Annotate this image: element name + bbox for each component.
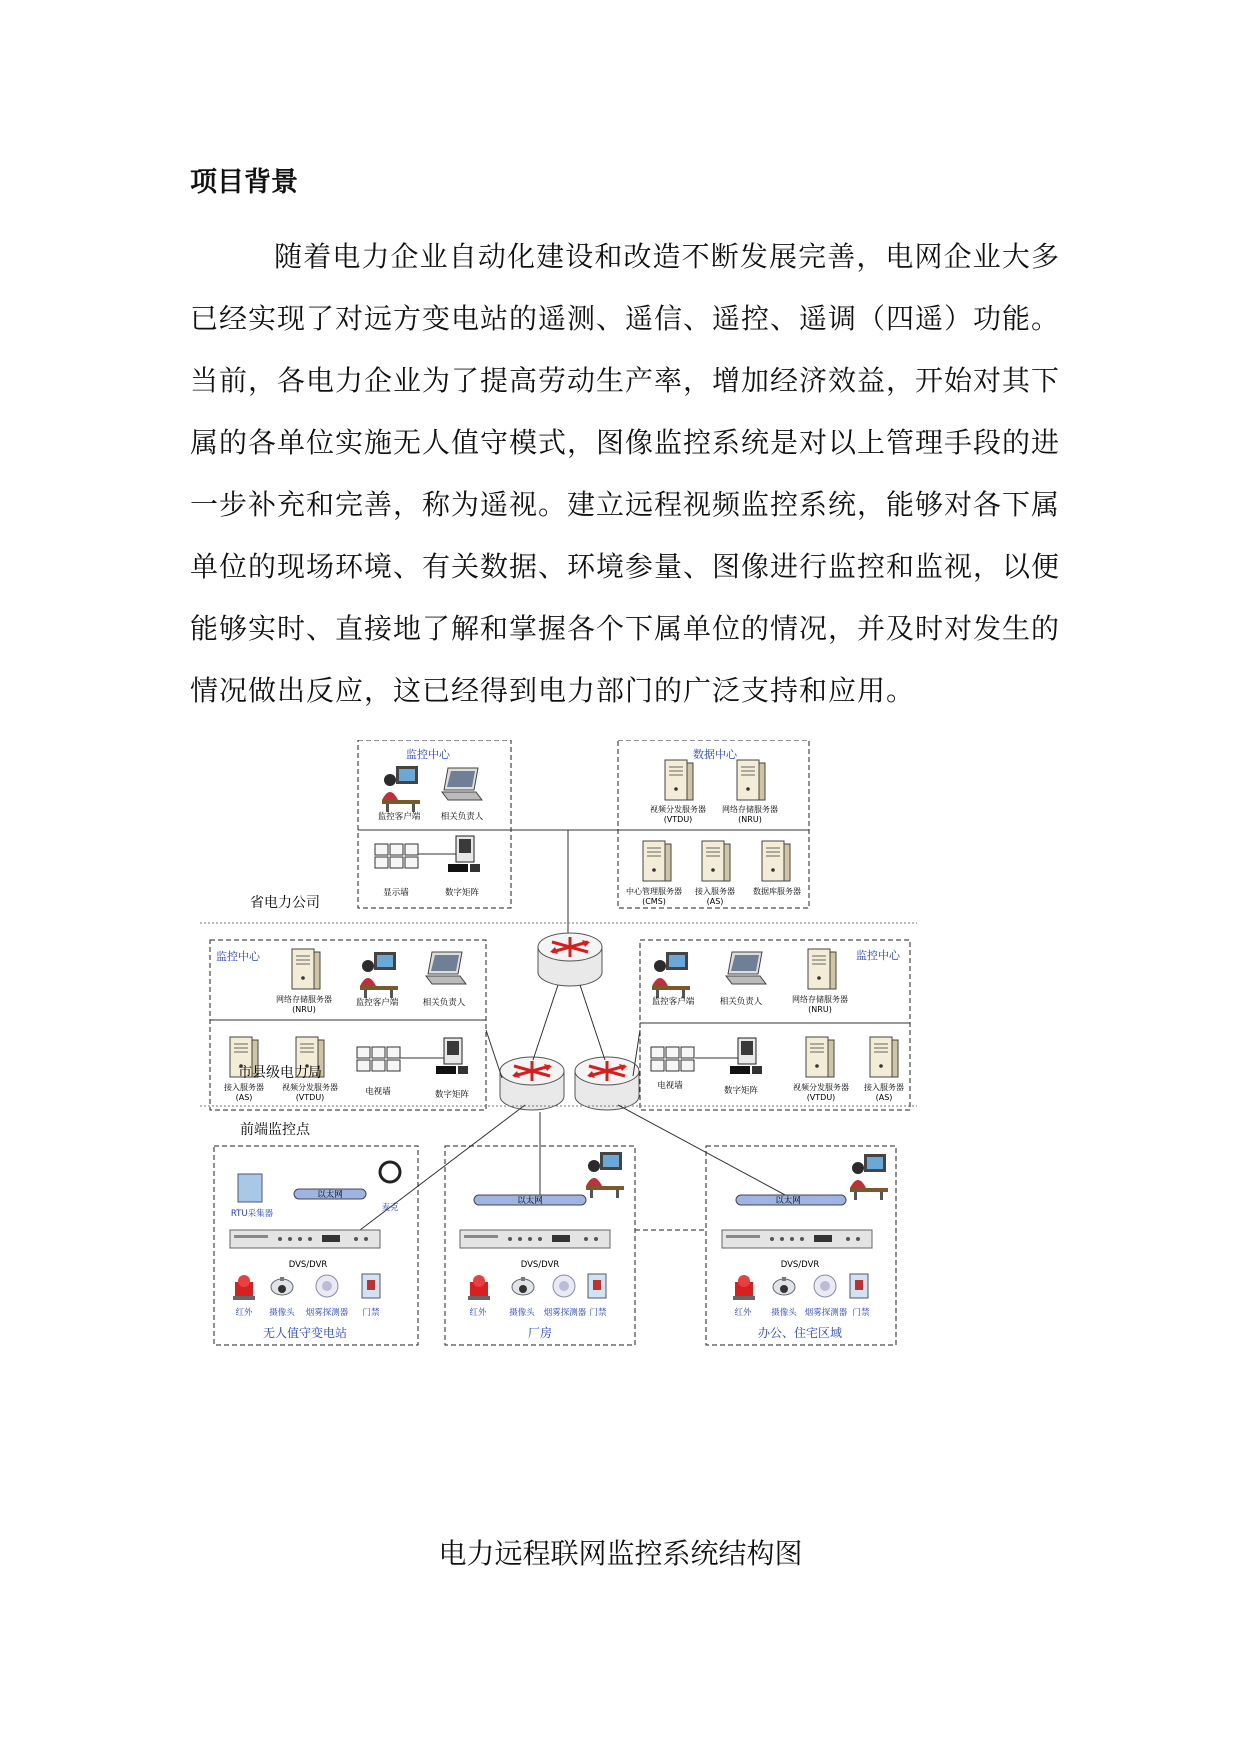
city-right-vtdu: 视频分发服务器 bbox=[793, 1083, 849, 1092]
site2-name: 厂房 bbox=[527, 1326, 553, 1340]
site-office bbox=[706, 1146, 896, 1345]
city-left-tvwall: 电视墙 bbox=[365, 1087, 391, 1097]
site2-infrared: 红外 bbox=[469, 1308, 487, 1318]
city-zone-label: 市县级电力局 bbox=[238, 1065, 322, 1081]
front-zone-label: 前端监控点 bbox=[240, 1122, 310, 1138]
dc-as-label: 接入服务器 bbox=[695, 887, 735, 896]
site2-door: 门禁 bbox=[589, 1308, 607, 1318]
province-manager-label: 相关负责人 bbox=[440, 812, 484, 822]
data-center-box bbox=[618, 740, 809, 908]
site1-dvs: DVS/DVR bbox=[288, 1260, 328, 1270]
site2-camera: 摄像头 bbox=[509, 1308, 535, 1318]
dc-cms-label: 中心管理服务器 bbox=[626, 887, 682, 896]
city-left-nru-abbr: (NRU) bbox=[292, 1005, 316, 1014]
site1-ethernet: 以太网 bbox=[317, 1190, 343, 1200]
province-matrix-label: 数字矩阵 bbox=[444, 888, 480, 898]
site1-infrared: 红外 bbox=[235, 1308, 253, 1318]
province-monitor-title: 监控中心 bbox=[406, 748, 450, 761]
network-diagram bbox=[200, 740, 1050, 1515]
dc-cms-abbr: (CMS) bbox=[642, 897, 666, 906]
section-heading: 项目背景 bbox=[190, 167, 298, 198]
city-left-vtdu: 视频分发服务器 bbox=[282, 1083, 338, 1092]
intro-paragraph bbox=[190, 226, 1060, 722]
dc-vtdu-label: 视频分发服务器 bbox=[650, 805, 706, 814]
dc-db-label: 数据库服务器 bbox=[753, 887, 801, 896]
city-right-manager: 相关负责人 bbox=[719, 997, 763, 1007]
site2-ethernet: 以太网 bbox=[517, 1196, 543, 1206]
city-left-client: 监控客户端 bbox=[355, 998, 399, 1008]
city-right-nru: 网络存储服务器 bbox=[792, 995, 848, 1004]
site3-dvs: DVS/DVR bbox=[780, 1260, 820, 1270]
dc-vtdu-abbr: (VTDU) bbox=[663, 815, 693, 824]
site1-rtu: RTU采集器 bbox=[230, 1209, 274, 1219]
site-substation bbox=[214, 1146, 418, 1345]
dc-nru-abbr: (NRU) bbox=[738, 815, 762, 824]
site1-mic: 麦克 bbox=[381, 1203, 399, 1213]
figure-caption: 电力远程联网监控系统结构图 bbox=[438, 1537, 803, 1570]
data-center-title: 数据中心 bbox=[693, 748, 737, 761]
site3-door: 门禁 bbox=[852, 1308, 870, 1318]
province-monitor-center-box bbox=[358, 740, 511, 908]
city-right-matrix: 数字矩阵 bbox=[723, 1086, 759, 1096]
city-left-manager: 相关负责人 bbox=[422, 998, 466, 1008]
site1-camera: 摄像头 bbox=[269, 1308, 295, 1318]
province-wall-label: 显示墙 bbox=[383, 888, 409, 898]
city-left-matrix: 数字矩阵 bbox=[434, 1090, 470, 1100]
site3-name: 办公、住宅区域 bbox=[757, 1326, 843, 1340]
dc-as-abbr: (AS) bbox=[706, 897, 724, 906]
city-right-client: 监控客户端 bbox=[651, 997, 695, 1007]
paragraph-text: 随着电力企业自动化建设和改造不断发展完善，电网企业大多已经实现了对远方变电站的遥测、遥信、遥控、遥调（四遥）功能。当前，各电力企业为了提高劳动生产率，增加经济效益，开始对其下属的各单位实施无人值守模式，图像监控系统是对以上管理手段的进一步补充和完善，称为遥视。建立远程视频监控系统，能够对各下属单位的现场环境、有关数据、环境参量、图像进行监控和监视，以便能够实时、直接地了解和掌握各个下属单位的情况，并及时对发生的情况做出反应，这已经得到电力部门的广泛支持和应用。 bbox=[190, 240, 1061, 707]
city-right-title: 监控中心 bbox=[856, 949, 900, 962]
city-right-as: 接入服务器 bbox=[864, 1083, 904, 1092]
site3-ethernet: 以太网 bbox=[775, 1196, 801, 1206]
site1-name: 无人值守变电站 bbox=[262, 1326, 348, 1340]
site3-camera: 摄像头 bbox=[771, 1308, 797, 1318]
city-right-nru-abbr: (NRU) bbox=[808, 1005, 832, 1014]
site3-infrared: 红外 bbox=[734, 1308, 752, 1318]
province-zone-label: 省电力公司 bbox=[250, 895, 320, 911]
city-left-as: 接入服务器 bbox=[224, 1083, 264, 1092]
city-left-as-abbr: (AS) bbox=[235, 1093, 253, 1102]
city-left-title: 监控中心 bbox=[216, 950, 260, 963]
site2-dvs: DVS/DVR bbox=[520, 1260, 560, 1270]
city-right-vtdu-abbr: (VTDU) bbox=[806, 1093, 836, 1102]
site3-smoke: 烟雾探测器 bbox=[804, 1308, 848, 1318]
province-client-label: 监控客户端 bbox=[377, 812, 421, 822]
city-left-vtdu-abbr: (VTDU) bbox=[295, 1093, 325, 1102]
site2-smoke: 烟雾探测器 bbox=[543, 1308, 587, 1318]
dc-nru-label: 网络存储服务器 bbox=[722, 805, 778, 814]
site1-door: 门禁 bbox=[362, 1308, 380, 1318]
site1-smoke: 烟雾探测器 bbox=[305, 1308, 349, 1318]
city-right-tvwall: 电视墙 bbox=[657, 1081, 683, 1091]
city-right-as-abbr: (AS) bbox=[875, 1093, 893, 1102]
city-left-nru: 网络存储服务器 bbox=[276, 995, 332, 1004]
